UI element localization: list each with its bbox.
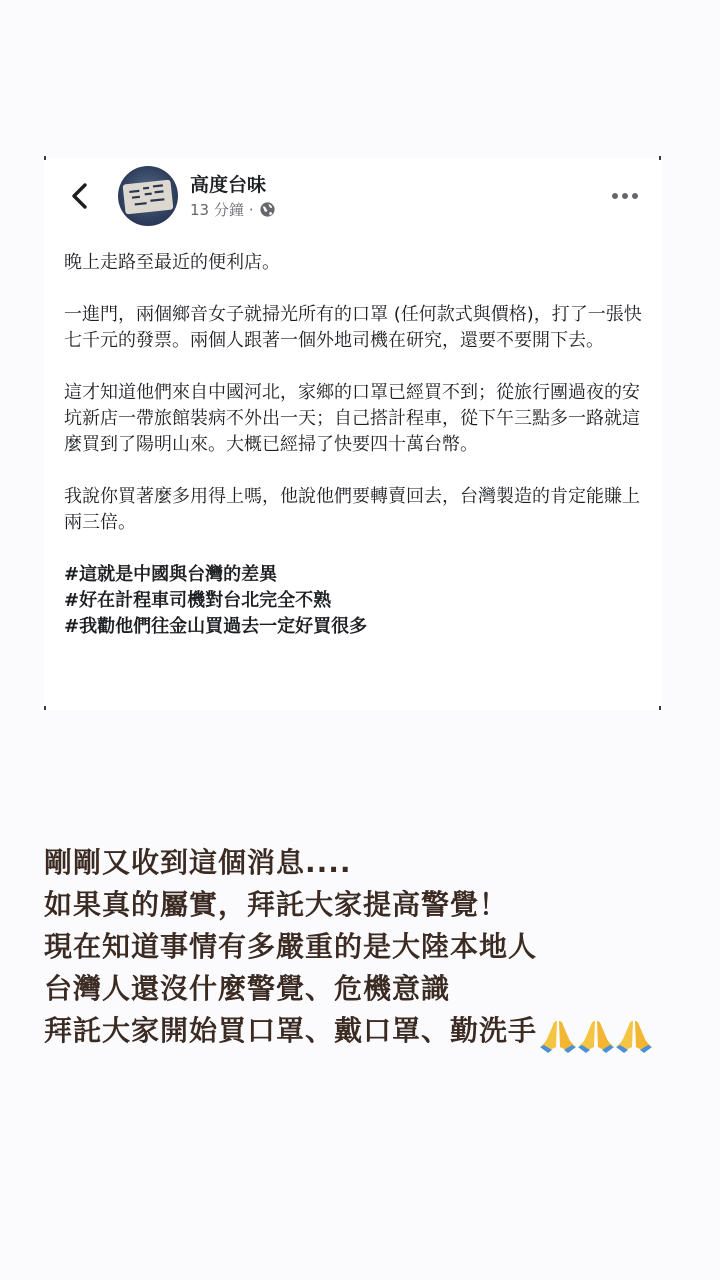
hashtag-list (64, 562, 644, 640)
caption-line: 如果真的屬實，拜託大家提高警覺！ (44, 888, 509, 921)
meta-separator: · (248, 200, 254, 219)
folded-hands-icon (615, 1017, 653, 1055)
post-paragraph: 我說你買著麼多用得上嗎，他說他們要轉賣回去，台灣製造的肯定能賺上兩三倍。 (64, 486, 640, 533)
caption-line: 現在知道事情有多嚴重的是大陸本地人 (44, 930, 538, 963)
caption-line: 台灣人還沒什麼警覺、危機意識 (44, 972, 451, 1005)
crop-mark (44, 156, 46, 160)
chevron-left-icon (66, 180, 94, 212)
post-paragraph: 晚上走路至最近的便利店。 (64, 252, 280, 273)
post-timestamp[interactable]: 13 分鐘 (190, 201, 244, 219)
hashtag-link[interactable]: #我勸他們往金山買過去一定好買很多 (64, 616, 368, 637)
caption-line: 拜託大家開始買口罩、戴口罩、勤洗手 (44, 1014, 538, 1047)
crop-mark (659, 706, 661, 710)
emoji-group (539, 1014, 653, 1056)
post-body (64, 250, 644, 640)
crop-mark (659, 156, 661, 160)
caption-line: 剛剛又收到這個消息.... (44, 846, 352, 879)
folded-hands-icon (577, 1017, 615, 1055)
hashtag-link[interactable]: #這就是中國與台灣的差異 (64, 564, 278, 585)
story-caption (44, 842, 694, 1056)
page-name[interactable]: 高度台味 (190, 174, 267, 196)
back-button[interactable] (66, 180, 94, 212)
hashtag-link[interactable]: #好在計程車司機對台北完全不熟 (64, 590, 332, 611)
crop-mark (44, 706, 46, 710)
more-options-button[interactable] (610, 186, 640, 206)
folded-hands-icon (539, 1017, 577, 1055)
avatar[interactable] (118, 166, 178, 226)
post-paragraph: 這才知道他們來自中國河北，家鄉的口罩已經買不到；從旅行團過夜的安坑新店一帶旅館裝病不外出一天；自己搭計程車，從下午三點多一路就這麼買到了陽明山來。大概已經掃了快要四十萬台幣。 (64, 382, 640, 455)
more-horizontal-icon (610, 186, 640, 206)
caption-line-with-emoji (44, 1010, 694, 1056)
avatar-image (118, 166, 178, 226)
globe-icon (259, 201, 276, 218)
post-meta (190, 199, 276, 220)
screenshot-post-card (44, 158, 662, 710)
post-paragraph: 一進門，兩個鄉音女子就掃光所有的口罩 (任何款式與價格)，打了一張快七千元的發票。兩個人跟著一個外地司機在研究，還要不要開下去。 (64, 304, 642, 351)
